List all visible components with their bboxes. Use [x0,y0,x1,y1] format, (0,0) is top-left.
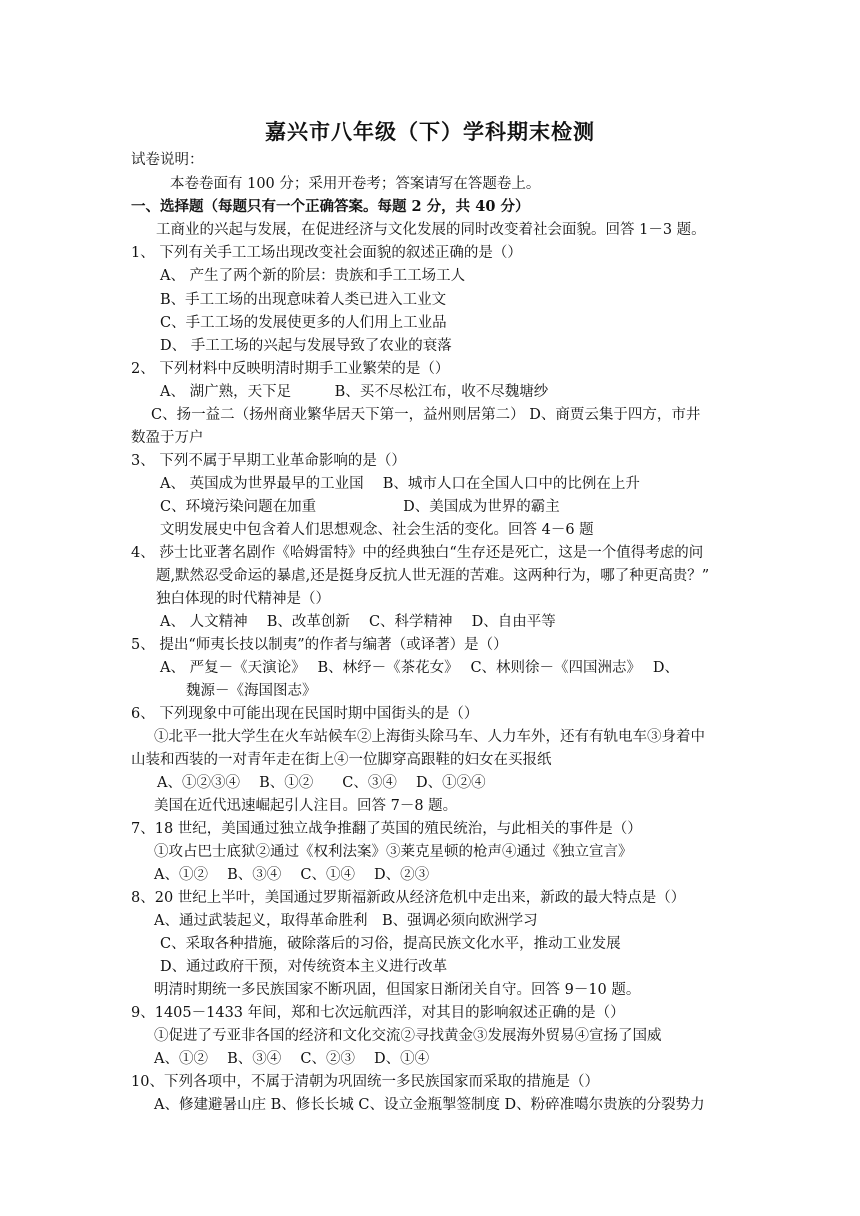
q4-stem: 4、 莎士比亚著名剧作《哈姆雷特》中的经典独白“生存还是死亡，这是一个值得考虑的问 [131,545,704,561]
q8-options-ab: A、通过武装起义，取得革命胜利 B、强调必须向欧洲学习 [154,913,538,929]
q4-options: A、 人文精神 B、改革创新 C、科学精神 D、自由平等 [160,614,556,630]
q8-option-c: C、采取各种措施，破除落后的习俗，提高民族文化水平，推动工业发展 [160,936,621,952]
intro-7-8: 美国在近代迅速崛起引人注目。回答 7－8 题。 [154,798,458,814]
q1-option-b: B、手工工场的出现意味着人类已进入工业文 [160,292,447,308]
instructions-heading: 试卷说明： [131,152,204,168]
q1-option-d: D、 手工工场的兴起与发展导致了农业的衰落 [160,338,452,354]
q9-stem: 9、1405－1433 年间，郑和七次远航西洋，对其目的影响叙述正确的是（） [131,1005,625,1021]
q6-line-2: 山装和西装的一对青年走在街上④一位脚穿高跟鞋的妇女在买报纸 [131,752,552,768]
q7-stem: 7、18 世纪，美国通过独立战争推翻了英国的殖民统治，与此相关的事件是（） [131,821,642,837]
q10-options: A、修建避暑山庄 B、修长长城 C、设立金瓶掣签制度 D、粉碎准噶尔贵族的分裂势力 [154,1097,705,1113]
page-title: 嘉兴市八年级（下）学科期末检测 [265,120,595,144]
q8-stem: 8、20 世纪上半叶，美国通过罗斯福新政从经济危机中走出来，新政的最大特点是（） [131,890,686,906]
q10-stem: 10、下列各项中，不属于清朝为巩固统一多民族国家而采取的措施是（） [131,1074,599,1090]
q5-stem: 5、 提出“师夷长技以制夷”的作者与编著（或译著）是（） [131,637,508,653]
intro-1-3: 工商业的兴起与发展，在促进经济与文化发展的同时改变着社会面貌。回答 1－3 题。 [156,222,706,238]
q1-option-a: A、 产生了两个新的阶层：贵族和手工工场工人 [160,268,466,284]
q5-continuation: 魏源－《海国图志》 [186,683,317,699]
intro-9-10: 明清时期统一多民族国家不断巩固，但国家日渐闭关自守。回答 9－10 题。 [154,982,641,998]
q2-stem: 2、 下列材料中反映明清时期手工业繁荣的是（） [131,361,450,377]
q6-stem: 6、 下列现象中可能出现在民国时期中国街头的是（） [131,706,479,722]
q7-items: ①攻占巴士底狱②通过《权利法案》③莱克星顿的枪声④通过《独立宣言》 [154,844,633,860]
q4-continuation-2: 独白体现的时代精神是（） [156,591,330,607]
q3-stem: 3、 下列不属于早期工业革命影响的是（） [131,453,406,469]
q2-options-ab: A、 湖广熟，天下足 B、买不尽松江布，收不尽魏塘纱 [160,384,549,400]
q7-options: A、①② B、③④ C、①④ D、②③ [154,867,430,883]
q3-options-ab: A、 英国成为世界最早的工业国 B、城市人口在全国人口中的比例在上升 [160,476,640,492]
q3-options-cd: C、环境污染问题在加重 D、美国成为世界的霸主 [160,499,560,515]
q1-option-c: C、手工工场的发展使更多的人们用上工业品 [160,315,447,331]
q8-option-d: D、通过政府干预，对传统资本主义进行改革 [160,959,448,975]
q6-line-1: ①北平一批大学生在火车站候车②上海街头除马车、人力车外，还有有轨电车③身着中 [154,729,705,745]
q9-options: A、①② B、③④ C、②③ D、①④ [154,1051,430,1067]
instructions-text: 本卷卷面有 100 分；采用开卷考；答案请写在答题卷上。 [170,176,541,192]
q4-continuation-1: 题,默然忍受命运的暴虐,还是挺身反抗人世无涯的苦难。这两种行为，哪了种更高贵？” [156,568,710,584]
q5-options: A、 严复－《天演论》 B、林纾－《茶花女》 C、林则徐－《四国洲志》 D、 [160,660,680,676]
q6-options: A、①②③④ B、①② C、③④ D、①②④ [157,775,486,791]
q2-continuation: 数盈于万户 [131,430,204,446]
q1-stem: 1、 下列有关手工工场出现改变社会面貌的叙述正确的是（） [131,245,522,261]
q2-options-cd: C、扬一益二（扬州商业繁华居天下第一，益州则居第二） D、商贾云集于四方，市井 [151,407,701,423]
q9-items: ①促进了亐亚非各国的经济和文化交流②寻找黄金③发展海外贸易④宣扬了国威 [154,1028,662,1044]
section1-heading: 一、选择题（每题只有一个正确答案。每题 2 分，共 40 分） [131,198,530,215]
intro-4-6: 文明发展史中包含着人们思想观念、社会生活的变化。回答 4－6 题 [160,522,594,538]
